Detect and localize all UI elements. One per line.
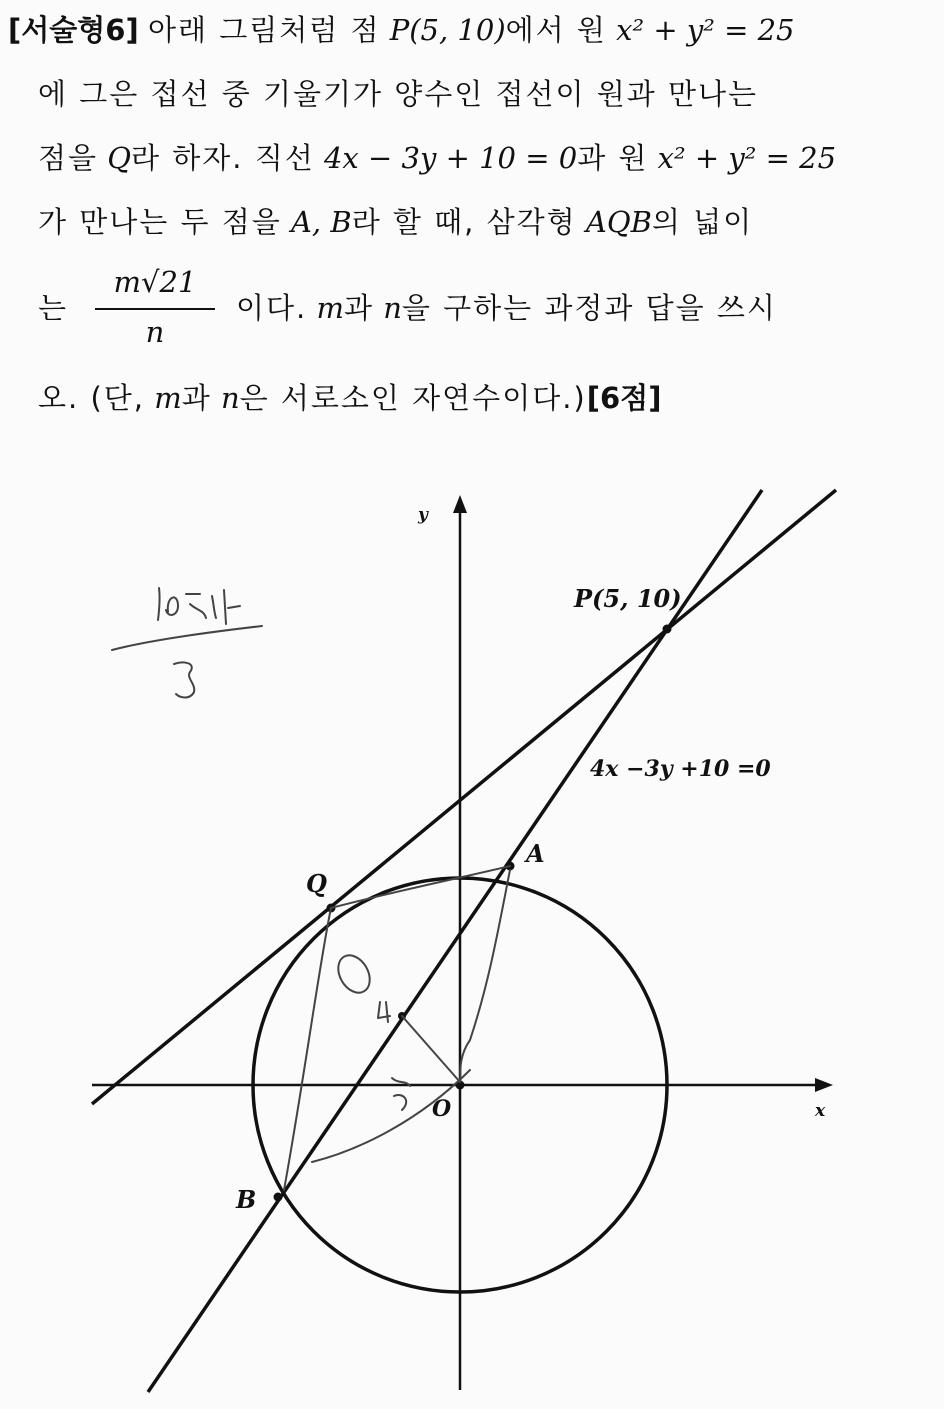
line1-text-a: 아래 그림처럼 점 <box>147 13 381 47</box>
points-tag: [6점] <box>586 381 662 415</box>
var-n-2: n <box>220 381 240 415</box>
sketch-a-down <box>460 870 510 1082</box>
sketch-qb <box>284 908 331 1190</box>
point-p-label: P(5, 10) <box>574 584 682 613</box>
line6-text-a: 오. (단, <box>38 381 145 415</box>
line6-text-c: 은 서로소인 자연수이다.) <box>239 381 587 415</box>
line6-text-b: 과 <box>181 381 212 415</box>
line3-text-a: 점을 <box>38 141 99 175</box>
line-equation: 4x − 3y + 10 = 0 <box>323 141 578 175</box>
var-n: n <box>383 291 402 325</box>
tangent-line <box>92 490 836 1104</box>
handwritten-zero <box>332 950 376 999</box>
point-q-text: Q <box>107 141 132 175</box>
line5-text-d: 을 구하는 과정과 답을 쓰시 <box>401 291 777 325</box>
handwritten-fraction-numerator <box>158 588 240 624</box>
triangle-aqb-text: AQB <box>585 205 652 239</box>
circle-equation: x² + y² = 25 <box>616 13 795 47</box>
line5-text-c: 과 <box>343 291 374 325</box>
point-b-label: B <box>236 1185 257 1214</box>
y-axis-arrow-icon <box>453 495 467 513</box>
handwritten-fraction-bar <box>112 626 262 650</box>
line2-text: 에 그은 접선 중 기울기가 양수인 접선이 원과 만나는 <box>38 77 759 111</box>
line4-text-c: 의 넓이 <box>651 205 754 239</box>
point-a-label: A <box>526 839 545 868</box>
x-axis-label: x <box>815 1101 826 1121</box>
handwritten-five <box>392 1078 410 1110</box>
line5-text-a: 는 <box>38 291 69 325</box>
problem-tag: [서술형6] <box>8 13 139 47</box>
origin-label: O <box>432 1096 452 1122</box>
line1-text-b: 에서 원 <box>505 13 607 47</box>
handwritten-four <box>378 1002 390 1022</box>
handwritten-fraction-denominator <box>174 662 194 697</box>
point-q-label: Q <box>306 869 327 898</box>
line3-text-b: 라 하자. 직선 <box>131 141 315 175</box>
point-b <box>274 1193 283 1202</box>
line3-text-c: 과 원 <box>577 141 649 175</box>
y-axis-label: y <box>418 505 428 525</box>
fraction-numerator: m√21 <box>113 265 197 299</box>
point-p-text: P(5, 10) <box>389 13 506 47</box>
line4-text-a: 가 만나는 두 점을 <box>38 205 282 239</box>
perpendicular-segment <box>402 1016 460 1082</box>
fraction-denominator: n <box>145 315 165 349</box>
line-equation-label: 4x −3y +10 =0 <box>590 756 771 782</box>
points-ab-text: A, B <box>290 205 352 239</box>
circle-equation-2: x² + y² = 25 <box>657 141 837 175</box>
line4-text-b: 라 할 때, 삼각형 <box>351 205 577 239</box>
x-axis-arrow-icon <box>815 1078 833 1092</box>
point-p <box>663 625 672 634</box>
var-m-2: m <box>154 381 182 415</box>
var-m: m <box>316 291 344 325</box>
line5-text-b: 이다. <box>236 291 308 325</box>
secant-line <box>148 490 762 1392</box>
